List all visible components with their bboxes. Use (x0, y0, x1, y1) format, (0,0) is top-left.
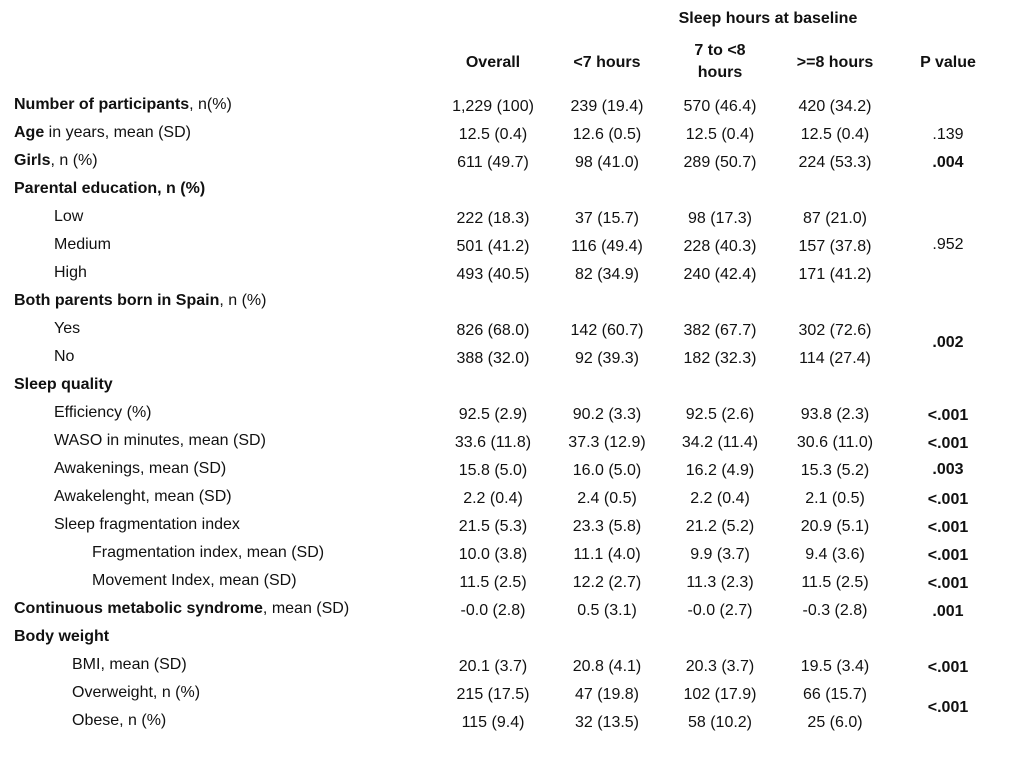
table-cell: 20.8 (4.1) (572, 658, 642, 675)
row-label (14, 376, 113, 394)
table-cell: 92.5 (2.9) (458, 406, 528, 423)
table-cell: 25 (6.0) (807, 714, 863, 731)
table-cell: 420 (34.2) (798, 98, 872, 115)
row-label (14, 292, 266, 310)
pvalue-age: .139 (932, 126, 964, 143)
table-row (0, 598, 1009, 626)
table-row (0, 122, 1009, 150)
table-cell: 182 (32.3) (683, 350, 757, 367)
row-label-bold: Both parents born in Spain (14, 292, 220, 309)
table-row (0, 682, 1009, 710)
table-cell: 98 (17.3) (687, 210, 753, 227)
table-cell: 382 (67.7) (683, 322, 757, 339)
table-row (0, 486, 1009, 514)
table-cell: 37 (15.7) (574, 210, 640, 227)
table-cell: 9.4 (3.6) (805, 546, 865, 563)
row-label (54, 432, 266, 450)
table-row (0, 206, 1009, 234)
table-row (0, 514, 1009, 542)
row-label-text: Awakelenght, mean (SD) (54, 488, 232, 505)
pvalue-metabolic-syndrome: .001 (932, 603, 964, 620)
table-cell: 21.5 (5.3) (458, 518, 528, 535)
row-label-text: , n(%) (189, 96, 232, 113)
table-row (0, 262, 1009, 290)
table-row (0, 318, 1009, 346)
row-label (54, 404, 152, 422)
table-cell: 37.3 (12.9) (568, 434, 646, 451)
table-cell: 90.2 (3.3) (572, 406, 642, 423)
row-label-text: Yes (54, 320, 81, 337)
table-row (0, 234, 1009, 262)
table-cell: 11.1 (4.0) (573, 546, 641, 563)
row-label-text: Obese, n (%) (72, 712, 167, 729)
row-label (92, 544, 324, 562)
table-row (0, 402, 1009, 430)
table-cell: 570 (46.4) (683, 98, 757, 115)
row-label (14, 152, 98, 170)
pvalue-efficiency: <.001 (927, 407, 969, 424)
row-label-text: , mean (SD) (262, 600, 350, 617)
row-label-text: No (54, 348, 75, 365)
table-row (0, 374, 1009, 402)
table-cell: 9.9 (3.7) (690, 546, 750, 563)
table-cell: 58 (10.2) (687, 714, 753, 731)
table-cell: 20.1 (3.7) (458, 658, 528, 675)
table-row (0, 626, 1009, 654)
table-row (0, 458, 1009, 486)
table-cell: 20.9 (5.1) (800, 518, 870, 535)
table-cell: 228 (40.3) (683, 238, 757, 255)
row-label (54, 264, 87, 282)
row-label-text: Fragmentation index, mean (SD) (92, 544, 325, 561)
table-cell: 215 (17.5) (456, 686, 530, 703)
table-cell: 21.2 (5.2) (685, 518, 755, 535)
pvalue-awakelength: <.001 (927, 491, 969, 508)
pvalue-parents-born-spain: .002 (932, 334, 964, 351)
table-cell: 92.5 (2.6) (685, 406, 755, 423)
table-cell: 82 (34.9) (574, 266, 640, 283)
table-cell: 501 (41.2) (456, 238, 530, 255)
row-label-bold: Number of participants (14, 96, 190, 113)
table-cell: 12.2 (2.7) (572, 574, 642, 591)
table-cell: 240 (42.4) (683, 266, 757, 283)
table-cell: -0.0 (2.8) (460, 602, 526, 619)
table-cell: 32 (13.5) (574, 714, 640, 731)
row-label-text: High (54, 264, 87, 281)
table-cell: 20.3 (3.7) (685, 658, 755, 675)
table-cell: 87 (21.0) (802, 210, 868, 227)
table-cell: 19.5 (3.4) (800, 658, 870, 675)
table-row (0, 178, 1009, 206)
table-cell: 2.4 (0.5) (577, 490, 637, 507)
pvalue-bmi: <.001 (927, 659, 969, 676)
row-label (72, 684, 200, 702)
table-cell: 302 (72.6) (798, 322, 872, 339)
col-header-7to8-line2: hours (697, 64, 743, 81)
table-cell: 11.5 (2.5) (459, 574, 527, 591)
table-cell: 12.5 (0.4) (685, 126, 755, 143)
row-label-text: Movement Index, mean (SD) (92, 572, 297, 589)
row-label-bold: Parental education, n (%) (14, 180, 206, 197)
table-cell: 34.2 (11.4) (681, 434, 759, 451)
row-label-text: BMI, mean (SD) (72, 656, 187, 673)
table-row (0, 290, 1009, 318)
col-header-lt7: <7 hours (573, 54, 641, 71)
row-label (14, 628, 109, 646)
table-cell: 157 (37.8) (798, 238, 872, 255)
table-cell: 224 (53.3) (798, 154, 872, 171)
row-label-text: WASO in minutes, mean (SD) (54, 432, 266, 449)
row-label-text: Medium (54, 236, 111, 253)
table-cell: -0.3 (2.8) (802, 602, 868, 619)
table-cell: 0.5 (3.1) (577, 602, 637, 619)
col-header-7to8-line1: 7 to <8 (694, 42, 746, 59)
table-cell: 142 (60.7) (570, 322, 644, 339)
row-label-text: Overweight, n (%) (72, 684, 201, 701)
table-cell: 93.8 (2.3) (800, 406, 870, 423)
row-label-bold: Sleep quality (14, 376, 113, 393)
table-cell: 2.2 (0.4) (690, 490, 750, 507)
row-label (54, 208, 83, 226)
row-label (54, 460, 226, 478)
pvalue-waso: <.001 (927, 435, 969, 452)
table-cell: -0.0 (2.7) (687, 602, 753, 619)
table-cell: 33.6 (11.8) (454, 434, 532, 451)
row-label (54, 236, 111, 254)
table-cell: 12.5 (0.4) (458, 126, 528, 143)
row-label-bold: Body weight (14, 628, 110, 645)
table-cell: 388 (32.0) (456, 350, 530, 367)
pvalue-sleep-fragmentation: <.001 (927, 519, 969, 536)
table-cell: 23.3 (5.8) (572, 518, 642, 535)
row-label (72, 656, 187, 674)
group-header: Sleep hours at baseline (678, 10, 858, 27)
table-cell: 16.2 (4.9) (685, 462, 755, 479)
table-cell: 16.0 (5.0) (572, 462, 642, 479)
table-cell: 47 (19.8) (574, 686, 640, 703)
table-cell: 30.6 (11.0) (796, 434, 874, 451)
row-label (54, 488, 232, 506)
table-row (0, 570, 1009, 598)
table-cell: 11.3 (2.3) (686, 574, 754, 591)
table-cell: 66 (15.7) (802, 686, 868, 703)
pvalue-awakenings: .003 (932, 461, 964, 478)
table-cell: 12.6 (0.5) (572, 126, 642, 143)
table-row (0, 346, 1009, 374)
row-label (14, 600, 349, 618)
table-cell: 493 (40.5) (456, 266, 530, 283)
table-row (0, 542, 1009, 570)
row-label-bold: Age (14, 124, 45, 141)
table-cell: 92 (39.3) (574, 350, 640, 367)
table-cell: 102 (17.9) (683, 686, 757, 703)
row-label-text: Efficiency (%) (54, 404, 152, 421)
table-cell: 611 (49.7) (457, 154, 529, 171)
row-label-text: Awakenings, mean (SD) (54, 460, 227, 477)
row-label (54, 348, 74, 366)
table-row (0, 430, 1009, 458)
pvalue-parental-education: .952 (932, 236, 964, 253)
col-header-overall: Overall (465, 54, 521, 71)
col-header-pvalue: P value (920, 54, 976, 71)
col-header-7to8 (665, 40, 775, 84)
table-cell: 2.1 (0.5) (805, 490, 865, 507)
table-cell: 222 (18.3) (456, 210, 530, 227)
row-label-bold: Continuous metabolic syndrome (14, 600, 263, 617)
table-cell: 115 (9.4) (461, 714, 525, 731)
row-label (92, 572, 297, 590)
table-cell: 171 (41.2) (798, 266, 872, 283)
row-label (14, 96, 232, 114)
row-label-text: , n (%) (219, 292, 267, 309)
table-row (0, 94, 1009, 122)
table-row (0, 654, 1009, 682)
pvalue-movement-index: <.001 (927, 575, 969, 592)
table-cell: 239 (19.4) (570, 98, 644, 115)
table-cell: 2.2 (0.4) (463, 490, 523, 507)
table-cell: 15.3 (5.2) (800, 462, 870, 479)
col-header-ge8: >=8 hours (796, 54, 874, 71)
table-row (0, 710, 1009, 738)
row-label-text: Sleep fragmentation index (54, 516, 240, 533)
table-cell: 1,229 (100) (452, 98, 534, 115)
pvalue-body-weight: <.001 (927, 699, 969, 716)
pvalue-girls: .004 (932, 154, 964, 171)
table-cell: 98 (41.0) (574, 154, 640, 171)
table-cell: 10.0 (3.8) (458, 546, 528, 563)
row-label (14, 124, 191, 142)
row-label (14, 180, 205, 198)
pvalue-fragmentation-index: <.001 (927, 547, 969, 564)
table-cell: 15.8 (5.0) (458, 462, 528, 479)
table-cell: 114 (27.4) (799, 350, 871, 367)
table-row (0, 150, 1009, 178)
table-cell: 12.5 (0.4) (800, 126, 870, 143)
row-label-text: in years, mean (SD) (44, 124, 191, 141)
table-cell: 11.5 (2.5) (801, 574, 869, 591)
table-cell: 826 (68.0) (456, 322, 530, 339)
table-cell: 116 (49.4) (571, 238, 643, 255)
table-cell: 289 (50.7) (683, 154, 757, 171)
row-label (54, 516, 240, 534)
row-label-bold: Girls (14, 152, 51, 169)
row-label-text: Low (54, 208, 84, 225)
row-label-text: , n (%) (50, 152, 98, 169)
row-label (54, 320, 80, 338)
row-label (72, 712, 166, 730)
